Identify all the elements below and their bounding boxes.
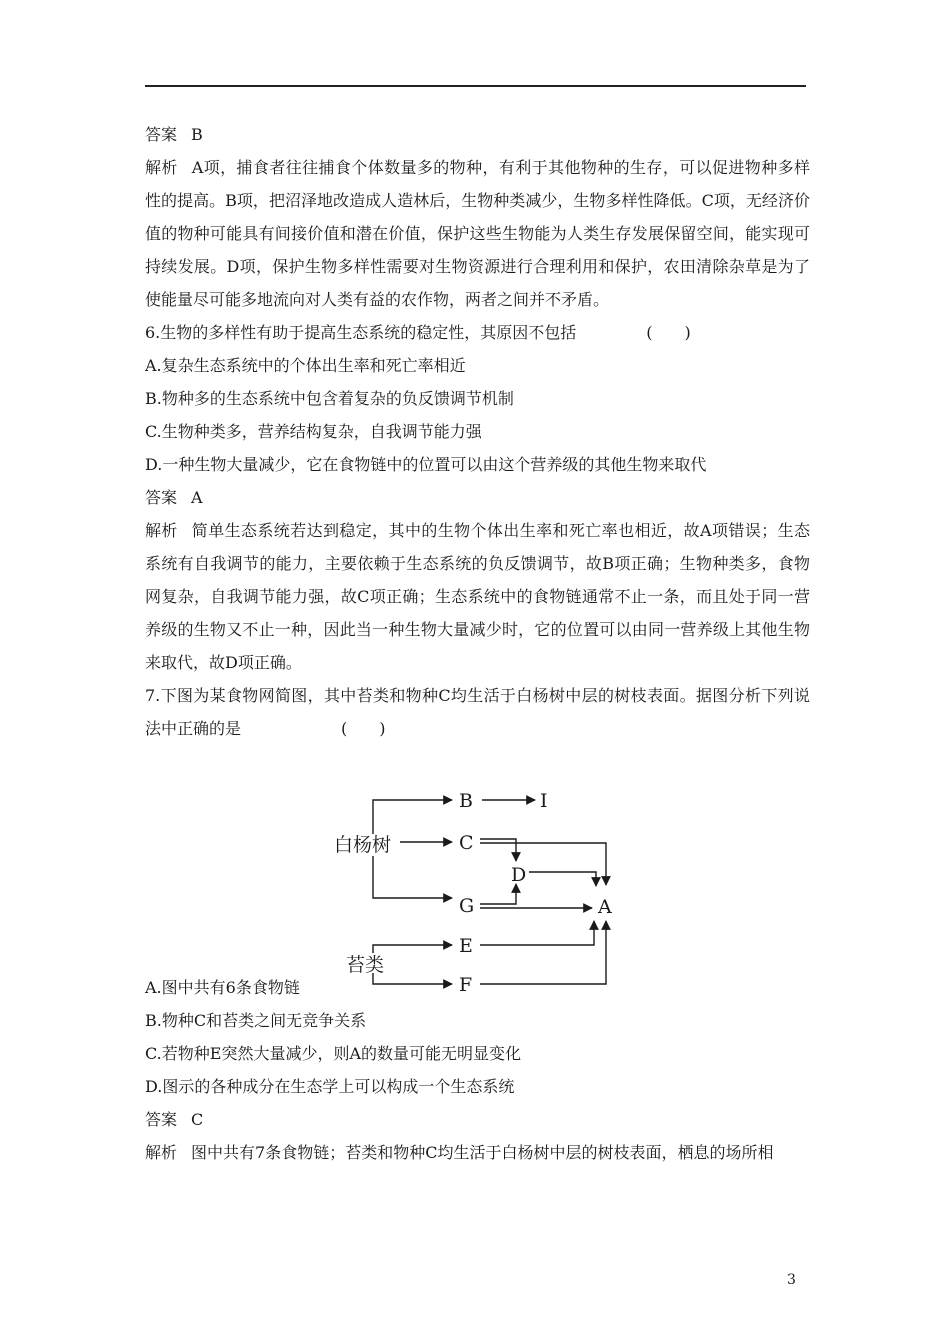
q7-option-d: D.图示的各种成分在生态学上可以构成一个生态系统 (145, 1077, 515, 1096)
analysis-text: A项，捕食者往往捕食个体数量多的物种，有利于其他物种的生存，可以促进物种多样性的提高。B项，把沼泽地改造成人造林后，生物种类减少，生物多样性降低。C项，无经济价值的物种可能具有间接价值和潜在价值，保护这些生物能为人类生存发展保留空间，能实现可持续发展。D项，保护生物多样性需要对生物资源进行合理利用和保护，农田清除杂草是为了使能量尽可能多地流向对人类有益的农作物，两者之间并不矛盾。 (145, 158, 810, 309)
arrow-e-to-a (480, 921, 594, 945)
node-b: B (459, 790, 473, 812)
arrow-tree-to-b (373, 800, 452, 834)
arrow-g-to-d (480, 884, 516, 904)
q7-stem: 7.下图为某食物网简图，其中苔类和物种C均生活于白杨树中层的树枝表面。据图分析下列说法中正确的是 ( ) (145, 679, 810, 745)
arrow-f-to-a (480, 921, 606, 984)
q7-option-b: B.物种C和苔类之间无竞争关系 (145, 1011, 367, 1030)
q7-analysis: 解析 图中共有7条食物链；苔类和物种C均生活于白杨树中层的树枝表面，栖息的场所相 (145, 1143, 774, 1162)
node-moss: 苔类 (346, 954, 385, 976)
q6-answer-line: 答案 A (145, 488, 203, 507)
node-d: D (511, 864, 527, 886)
q7-option-c: C.若物种E突然大量减少，则A的数量可能无明显变化 (145, 1044, 521, 1063)
answer-value: B (191, 125, 203, 144)
q7-answer-paren: ( ) (341, 719, 386, 738)
q7-option-a: A.图中共有6条食物链 (145, 978, 300, 997)
node-i: I (540, 790, 548, 812)
analysis-paragraph (145, 151, 810, 316)
q6-option-c: C.生物种类多，营养结构复杂，自我调节能力强 (145, 422, 482, 441)
arrow-moss-to-e (373, 945, 452, 953)
arrow-moss-to-f (373, 973, 452, 984)
header-rule (145, 85, 806, 87)
node-e: E (459, 935, 473, 957)
arrow-tree-to-g (373, 856, 452, 898)
analysis-label: 解析 (145, 158, 178, 177)
q6-option-a: A.复杂生态系统中的个体出生率和死亡率相近 (145, 356, 466, 375)
arrow-d-to-a (529, 872, 596, 886)
q6-stem: 6.生物的多样性有助于提高生态系统的稳定性，其原因不包括 ( ) (145, 316, 810, 349)
node-poplar: 白杨树 (334, 834, 392, 856)
q6-answer: A (191, 488, 203, 507)
page-number: 3 (787, 1272, 796, 1288)
q6-option-d: D.一种生物大量减少，它在食物链中的位置可以由这个营养级的其他生物来取代 (145, 455, 707, 474)
node-f: F (459, 974, 473, 996)
answer-line (145, 118, 810, 151)
q6-option-b: B.物种多的生态系统中包含着复杂的负反馈调节机制 (145, 389, 514, 408)
q6-analysis: 解析 简单生态系统若达到稳定，其中的生物个体出生率和死亡率也相近，故A项错误；生态系统有自我调节的能力，主要依赖于生态系统的负反馈调节，故B项正确；生物种类多，食物网复杂，自我调节能力强，故C项正确；生态系统中的食物链通常不止一条，而且处于同一营养级的生物又不止一种，因此当一种生物大量减少时，它的位置可以由同一营养级上其他生物来取代，故D项正确。 (145, 521, 810, 672)
arrow-c-to-a (480, 843, 606, 885)
q7-answer: C (191, 1110, 204, 1129)
node-g: G (459, 895, 475, 917)
food-web-diagram (330, 788, 630, 1003)
q7-answer-line: 答案 C (145, 1110, 204, 1129)
arrow-c-to-d (480, 839, 516, 861)
node-c: C (459, 832, 474, 854)
q6-answer-paren: ( ) (646, 323, 691, 342)
page-content (145, 118, 810, 1169)
answer-label: 答案 (145, 125, 178, 144)
node-a: A (598, 896, 612, 918)
